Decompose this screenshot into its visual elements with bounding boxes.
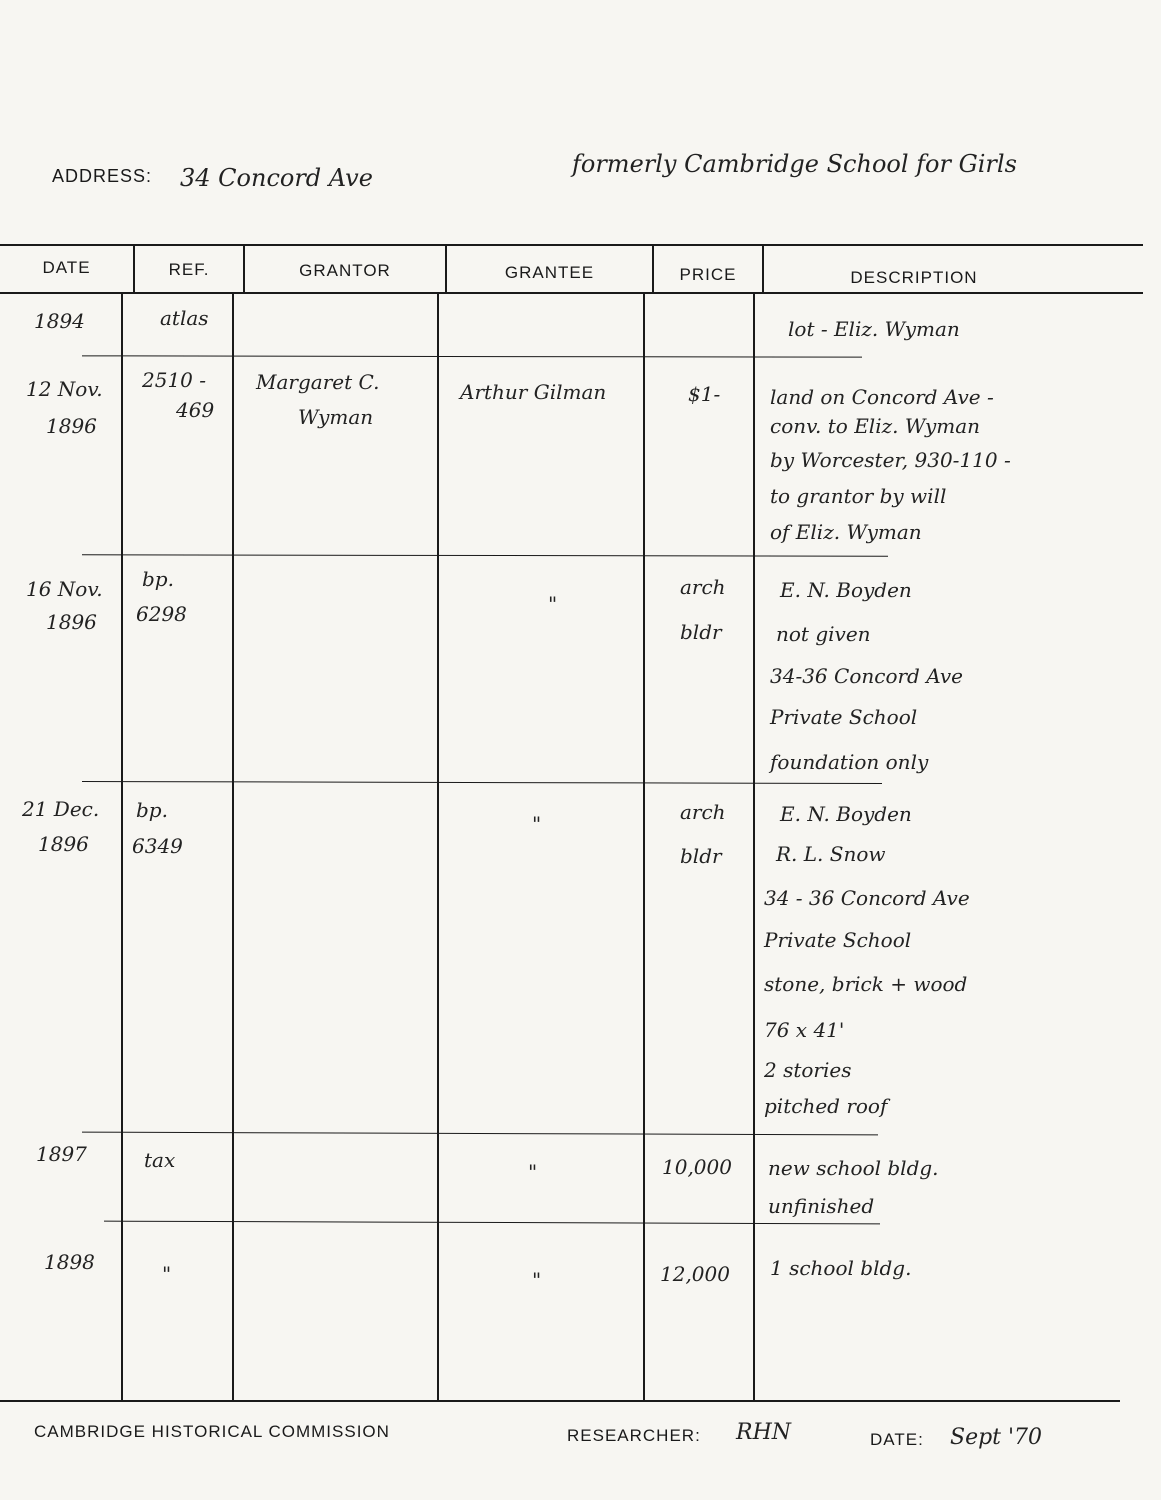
row4-grantee-ditto: " — [532, 812, 542, 836]
row5-price: 10,000 — [662, 1155, 732, 1179]
col-divider-2 — [232, 294, 234, 1400]
row4-price-line2: bldr — [680, 844, 722, 868]
row4-ref-line2: 6349 — [132, 834, 183, 858]
researcher-label: RESEARCHER: — [567, 1426, 701, 1445]
row3-price-line2: bldr — [680, 620, 722, 644]
row5-desc-line2: unfinished — [768, 1194, 875, 1218]
row5-date: 1897 — [36, 1142, 87, 1166]
row4-desc-line2: R. L. Snow — [776, 842, 886, 866]
row3-date-line2: 1896 — [46, 610, 97, 634]
row4-desc-line3: 34 - 36 Concord Ave — [764, 886, 970, 910]
row4-desc-line7: 2 stories — [764, 1058, 852, 1082]
row6-ref-ditto: " — [162, 1262, 172, 1286]
address-value: 34 Concord Ave — [180, 164, 373, 192]
row4-date-line2: 1896 — [38, 832, 89, 856]
row2-price: $1- — [688, 382, 721, 406]
row1-date: 1894 — [34, 309, 85, 333]
col-divider-4 — [643, 294, 645, 1400]
col-head-ref: REF. — [168, 260, 210, 279]
row6-grantee-ditto: " — [532, 1268, 542, 1292]
row3-desc-line1: E. N. Boyden — [780, 578, 912, 602]
row4-desc-line8: pitched roof — [764, 1094, 888, 1118]
row3-date-line1: 16 Nov. — [26, 577, 103, 601]
row3-price-line1: arch — [680, 575, 726, 599]
col-divider-1 — [121, 294, 123, 1400]
row2-ref-line1: 2510 - — [142, 368, 207, 392]
row5-grantee-ditto: " — [528, 1160, 538, 1184]
row-separator — [82, 355, 862, 357]
row2-desc-line2: conv. to Eliz. Wyman — [770, 414, 981, 438]
date-value: Sept '70 — [950, 1425, 1043, 1450]
row4-desc-line1: E. N. Boyden — [780, 802, 912, 826]
col-divider-5 — [753, 294, 755, 1400]
col-head-price: PRICE — [679, 265, 737, 284]
row3-ref-line1: bp. — [142, 567, 174, 591]
row3-desc-line3: 34-36 Concord Ave — [770, 664, 963, 688]
row2-desc-line5: of Eliz. Wyman — [770, 520, 922, 544]
row3-desc-line5: foundation only — [770, 750, 929, 774]
researcher-value: RHN — [736, 1420, 791, 1445]
row2-grantor-line2: Wyman — [298, 405, 374, 429]
row1-ref: atlas — [160, 306, 209, 330]
row5-desc-line1: new school bldg. — [768, 1156, 939, 1180]
footer-org: CAMBRIDGE HISTORICAL COMMISSION — [34, 1422, 390, 1441]
date-label: DATE: — [870, 1430, 924, 1449]
row3-grantee-ditto: " — [548, 592, 558, 616]
row1-desc: lot - Eliz. Wyman — [788, 317, 960, 341]
row-separator — [82, 781, 882, 784]
former-use-note: formerly Cambridge School for Girls — [572, 150, 1017, 178]
col-divider-3 — [437, 294, 439, 1400]
row3-ref-line2: 6298 — [136, 602, 187, 626]
col-head-grantor: GRANTOR — [299, 261, 391, 280]
row4-price-line1: arch — [680, 800, 726, 824]
row4-desc-line5: stone, brick + wood — [764, 972, 968, 996]
row5-ref: tax — [144, 1148, 176, 1172]
row6-desc: 1 school bldg. — [770, 1256, 912, 1280]
row2-ref-line2: 469 — [176, 398, 215, 422]
table-bottom-rule — [0, 1400, 1120, 1402]
row6-date: 1898 — [44, 1250, 95, 1274]
row2-desc-line1: land on Concord Ave - — [770, 385, 994, 409]
row4-desc-line4: Private School — [764, 928, 912, 952]
row3-desc-line4: Private School — [770, 705, 918, 729]
address-label: ADDRESS: — [52, 166, 153, 186]
row2-date-line1: 12 Nov. — [26, 377, 103, 401]
row2-desc-line4: to grantor by will — [770, 484, 947, 508]
row3-desc-line2: not given — [776, 622, 871, 646]
col-head-date: DATE — [42, 258, 91, 277]
row2-grantee: Arthur Gilman — [460, 380, 607, 404]
row-separator — [104, 1221, 880, 1225]
row2-desc-line3: by Worcester, 930-110 - — [770, 448, 1011, 472]
row-separator — [82, 1132, 878, 1136]
col-head-grantee: GRANTEE — [504, 263, 595, 282]
row4-ref-line1: bp. — [136, 798, 168, 822]
row-separator — [82, 554, 888, 556]
table-top-rule — [0, 244, 1143, 246]
table-header-rule — [0, 292, 1143, 294]
col-head-description: DESCRIPTION — [850, 268, 978, 287]
row6-price: 12,000 — [660, 1262, 730, 1286]
row2-date-line2: 1896 — [46, 414, 97, 438]
row4-desc-line6: 76 x 41' — [764, 1018, 845, 1042]
row4-date-line1: 21 Dec. — [22, 797, 100, 821]
row2-grantor-line1: Margaret C. — [256, 370, 380, 394]
